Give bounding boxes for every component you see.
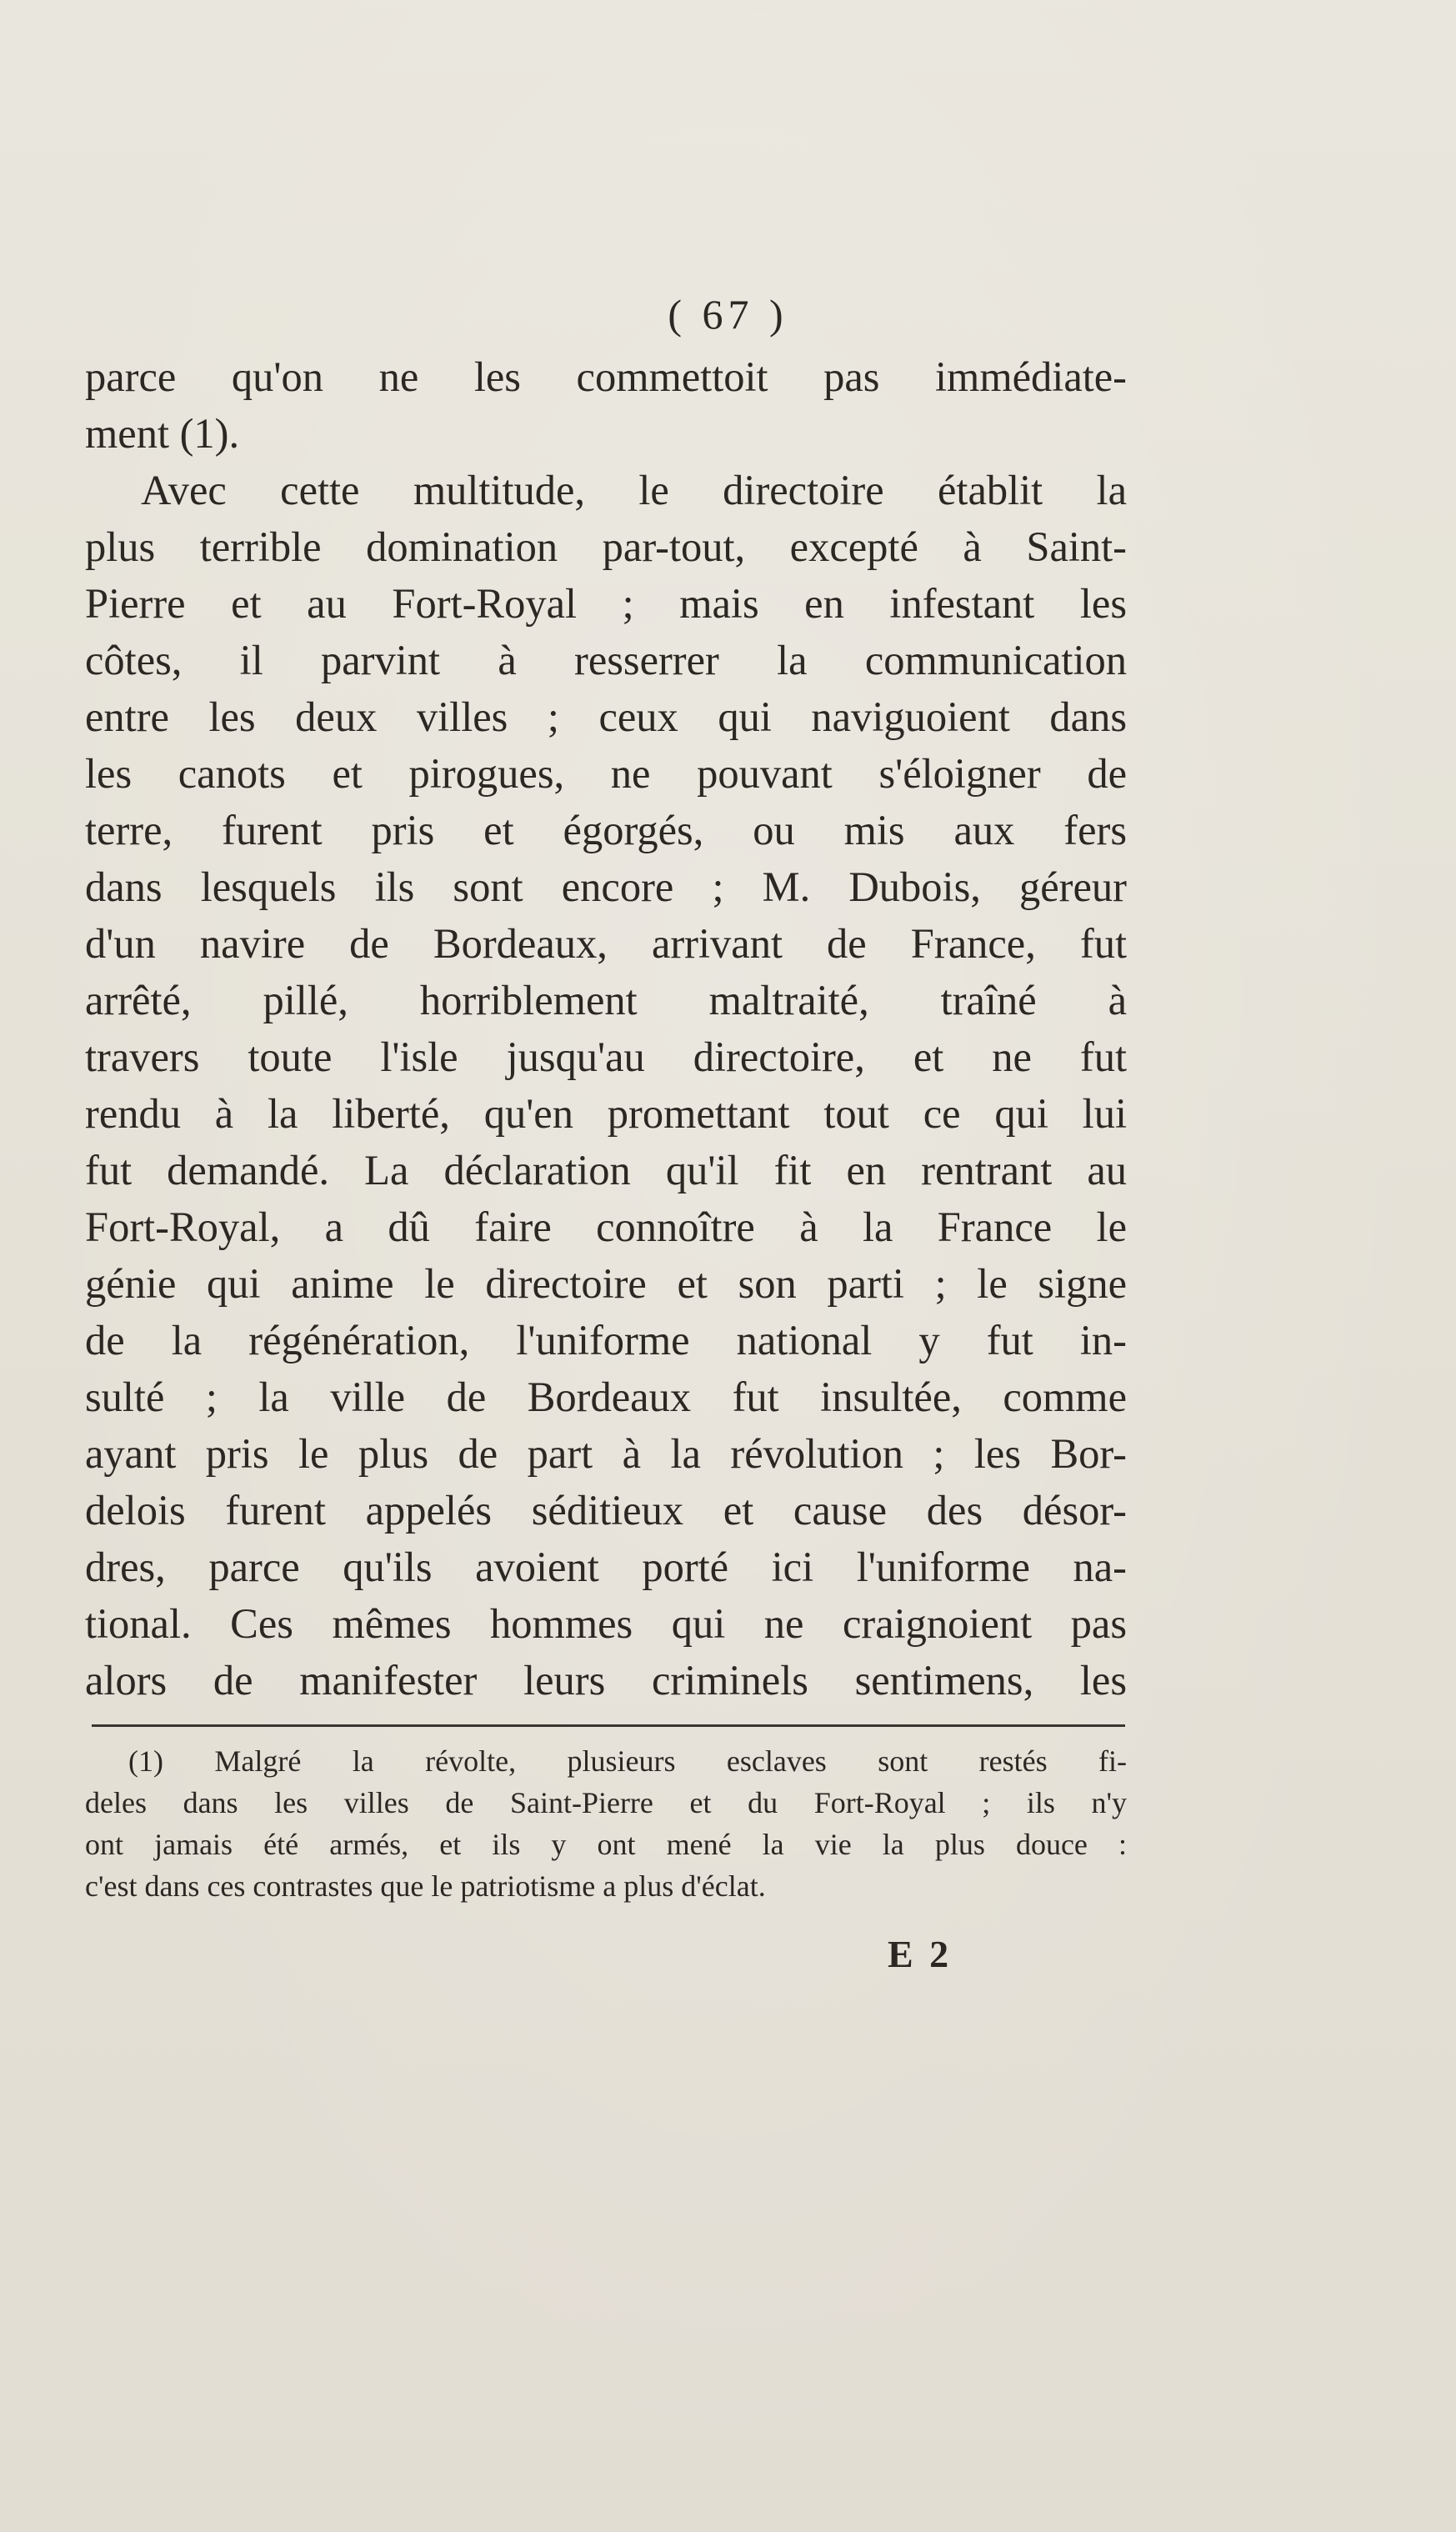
text-line: ment (1). <box>85 410 240 457</box>
text-line: arrêté, pillé, horriblement maltraité, traîné à <box>85 977 1127 1023</box>
text-line: entre les deux villes ; ceux qui naviguoient dans <box>85 693 1127 740</box>
main-text <box>85 348 1127 1709</box>
text-line: Fort-Royal, a dû faire connoître à la France le <box>85 1203 1127 1250</box>
text-line: alors de manifester leurs criminels sentimens, les <box>85 1657 1127 1704</box>
footnote-divider <box>92 1724 1125 1727</box>
text-line: terre, furent pris et égorgés, ou mis aux fers <box>85 807 1127 853</box>
text-line: tional. Ces mêmes hommes qui ne craignoient pas <box>85 1600 1127 1647</box>
text-line: dres, parce qu'ils avoient porté ici l'uniforme na- <box>85 1544 1127 1590</box>
printer-signature: E 2 <box>888 1933 953 1975</box>
text-line: fut demandé. La déclaration qu'il fit en rentrant au <box>85 1147 1127 1193</box>
footnote-line: deles dans les villes de Saint-Pierre et du Fort-Royal ; ils n'y <box>85 1786 1127 1819</box>
footnote-line: ont jamais été armés, et ils y ont mené la vie la plus douce : <box>85 1828 1127 1861</box>
text-line: dans lesquels ils sont encore ; M. Dubois, géreur <box>85 863 1127 910</box>
text-line: ayant pris le plus de part à la révolution ; les Bor- <box>85 1430 1127 1477</box>
text-line: parce qu'on ne les commettoit pas immédiate- <box>85 353 1127 400</box>
text-line: plus terrible domination par-tout, excepté à Saint- <box>85 523 1127 570</box>
text-line: de la régénération, l'uniforme national y fut in- <box>85 1317 1127 1364</box>
text-line: Avec cette multitude, le directoire établit la <box>141 467 1127 513</box>
footnote-line: c'est dans ces contrastes que le patriotisme a plus d'éclat. <box>85 1869 766 1903</box>
text-line: d'un navire de Bordeaux, arrivant de France, fut <box>85 920 1127 967</box>
text-line: delois furent appelés séditieux et cause des désor- <box>85 1487 1127 1534</box>
text-line: travers toute l'isle jusqu'au directoire, et ne fut <box>85 1033 1127 1080</box>
text-line: génie qui anime le directoire et son parti ; le signe <box>85 1260 1127 1307</box>
page-number: ( 67 ) <box>668 291 788 338</box>
text-line: côtes, il parvint à resserrer la communication <box>85 637 1127 683</box>
text-line: rendu à la liberté, qu'en promettant tout ce qui lui <box>85 1090 1127 1137</box>
footnote-line: (1) Malgré la révolte, plusieurs esclaves sont restés fi- <box>128 1744 1127 1778</box>
footnote <box>85 1740 1127 1907</box>
text-line: sulté ; la ville de Bordeaux fut insultée, comme <box>85 1374 1127 1420</box>
text-line: Pierre et au Fort-Royal ; mais en infestant les <box>85 580 1127 627</box>
text-line: les canots et pirogues, ne pouvant s'éloigner de <box>85 750 1127 797</box>
